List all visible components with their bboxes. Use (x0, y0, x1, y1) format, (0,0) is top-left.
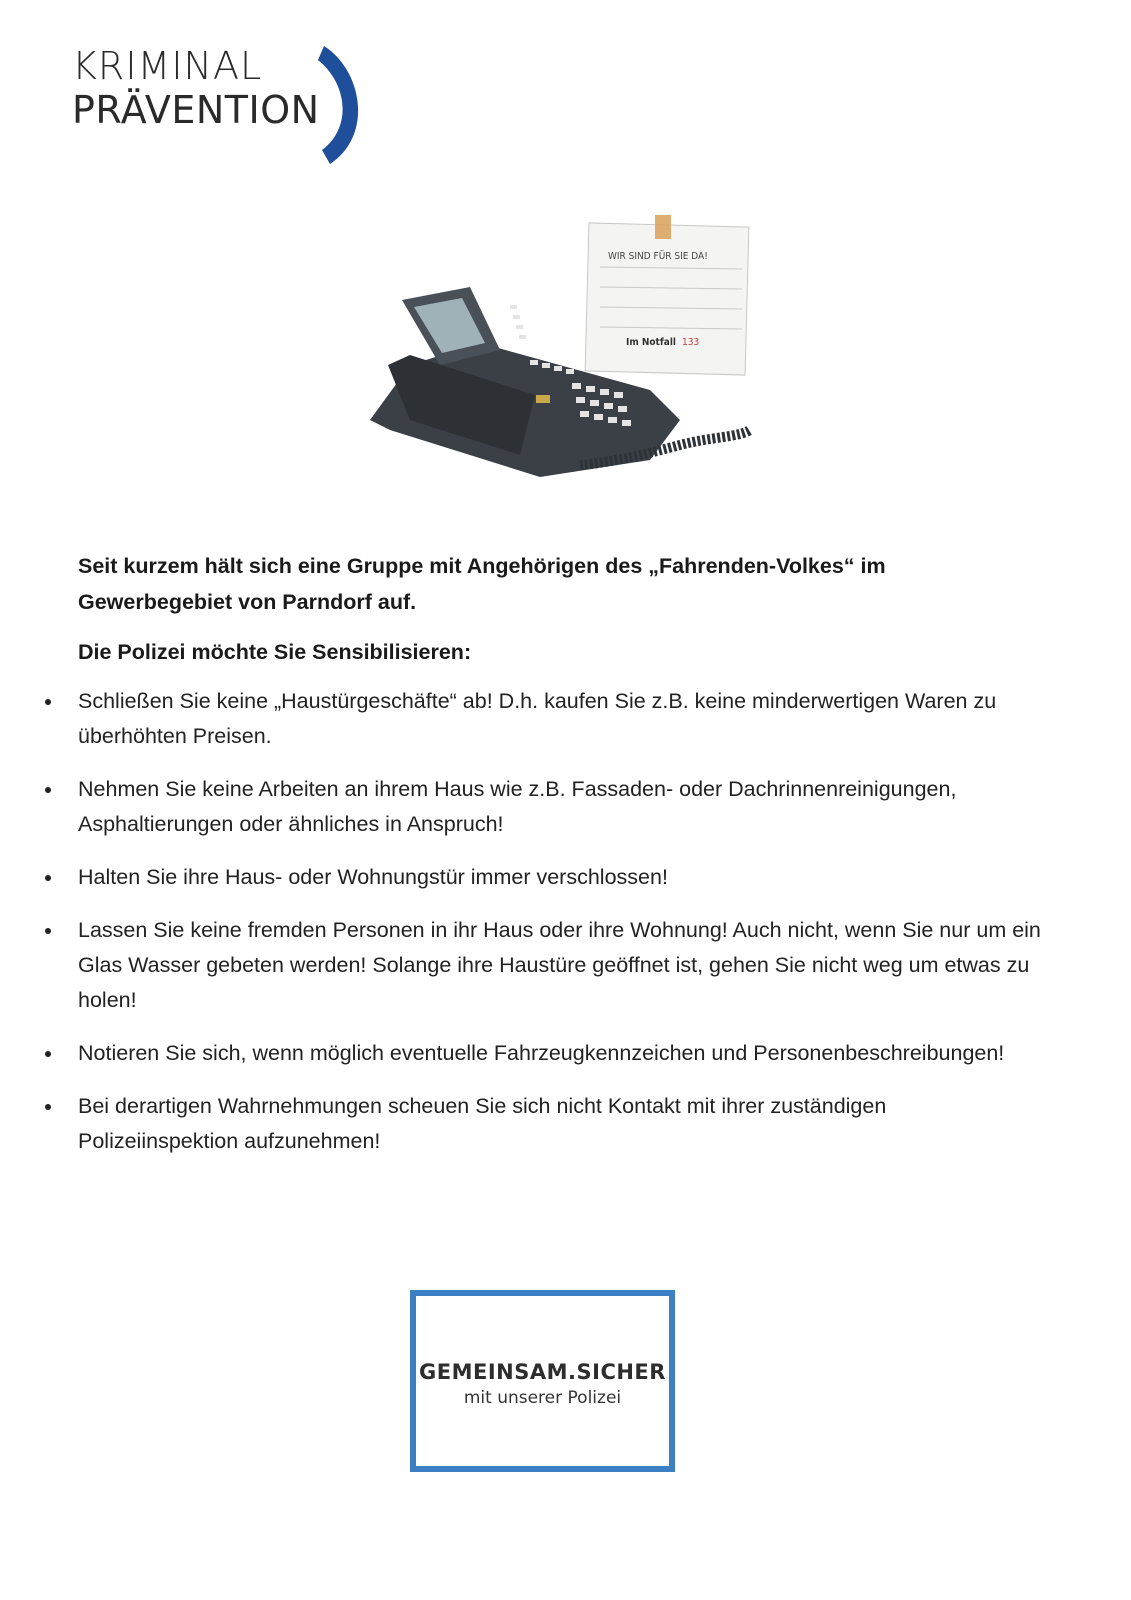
tip-text: Lassen Sie keine fremden Personen in ihr Haus oder ihre Wohnung! Auch nicht, wenn Sie nur um ein Glas Wasser gebeten werden! Solange ihre Haustüre geöffnet ist, gehen Sie nicht weg um etwas zu holen! (78, 918, 1041, 1012)
list-item (45, 1089, 1045, 1159)
list-item (45, 913, 1045, 1018)
badge-subtitle: mit unserer Polizei (463, 1388, 622, 1408)
bullet-icon (45, 928, 51, 934)
bullet-icon (45, 875, 51, 881)
note-heading: WIR SIND FÜR SIE DA! (608, 251, 708, 262)
desk-phone-with-note-icon (350, 215, 770, 495)
bullet-icon (45, 1104, 51, 1110)
note-paper (585, 215, 749, 375)
badge-title: GEMEINSAM.SICHER (419, 1360, 666, 1384)
kriminalpraevention-logo (72, 40, 392, 170)
logo-line-praevention: PRÄVENTION (72, 88, 320, 132)
logo-arc-icon (312, 40, 372, 170)
list-item (45, 1036, 1045, 1071)
bullet-icon (45, 1051, 51, 1057)
note-footer-number: 133 (682, 337, 700, 348)
list-item (45, 684, 1045, 754)
note-footer-label: Im Notfall (626, 337, 677, 348)
bullet-icon (45, 787, 51, 793)
tip-text: Schließen Sie keine „Haustürgeschäfte“ ab! D.h. kaufen Sie z.B. keine minderwertigen Waren zu überhöhten Preisen. (78, 689, 997, 748)
tip-text: Halten Sie ihre Haus- oder Wohnungstür immer verschlossen! (78, 865, 668, 889)
tip-text: Nehmen Sie keine Arbeiten an ihrem Haus wie z.B. Fassaden- oder Dachrinnenreinigungen, Asphaltierungen oder ähnliches in Anspruch! (78, 777, 957, 836)
subheading: Die Polizei möchte Sie Sensibilisieren: (78, 640, 472, 664)
list-item (45, 772, 1045, 842)
list-item (45, 860, 1045, 895)
logo-line-kriminal: KRIMINAL (72, 44, 263, 88)
gemeinsam-sicher-badge (410, 1290, 675, 1472)
main-content (45, 548, 1045, 1177)
tips-list (45, 684, 1045, 1159)
tip-text: Bei derartigen Wahrnehmungen scheuen Sie sich nicht Kontakt mit ihrer zuständigen Polizeiinspektion aufzunehmen! (78, 1094, 887, 1153)
bullet-icon (45, 699, 51, 705)
tip-text: Notieren Sie sich, wenn möglich eventuelle Fahrzeugkennzeichen und Personenbeschreibungen! (78, 1041, 1005, 1065)
intro-paragraph: Seit kurzem hält sich eine Gruppe mit Angehörigen des „Fahrenden-Volkes“ im Gewerbegebiet von Parndorf auf. (78, 554, 886, 614)
